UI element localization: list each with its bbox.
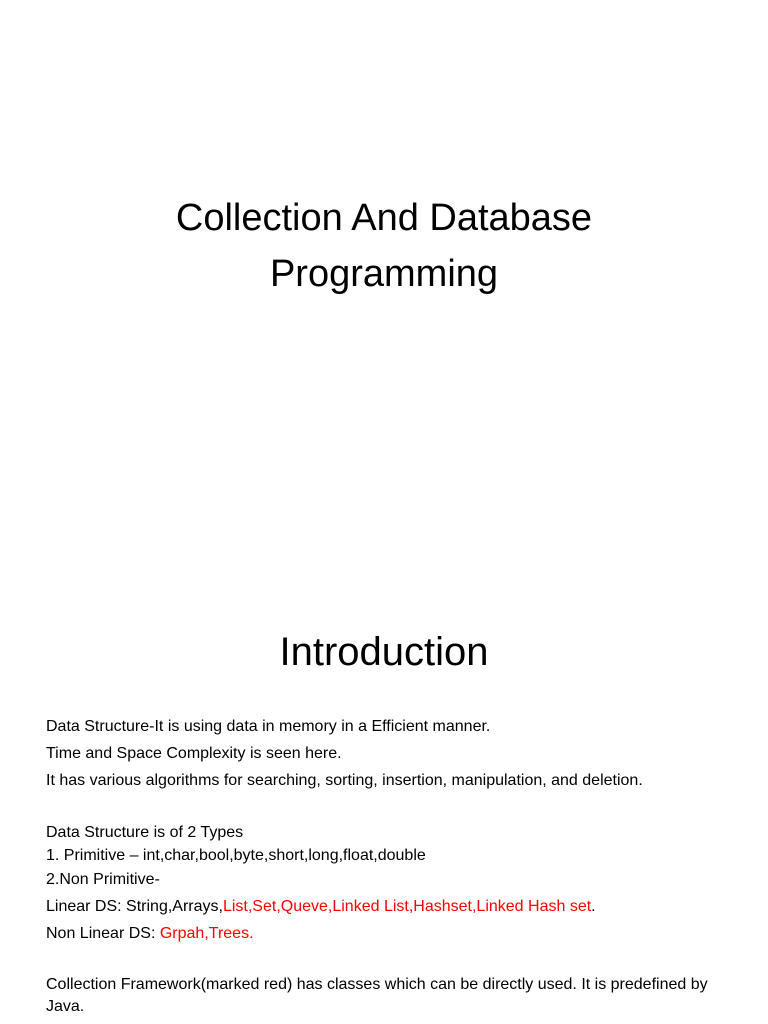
introduction-slide [0,576,768,1024]
introduction-body [46,714,736,1018]
collection-framework-note: Collection Framework(marked red) has classes which can be directly used. It is predefined by Java. [46,976,708,1016]
slide-title-line-2: Programming [269,253,499,295]
blank-line [46,794,736,821]
linear-ds-line [46,894,736,921]
non-linear-ds-collections: Grpah,Trees. [159,924,254,942]
blank-line [46,948,736,975]
definition-line: Data Structure-It is using data in memory in a Efficient manner. [46,718,491,735]
algorithms-line: It has various algorithms for searching, sorting, insertion, manipulation, and deletion. [46,771,643,789]
linear-ds-prefix: Linear DS: String,Arrays, [46,897,223,915]
linear-ds-suffix: . [591,897,596,915]
introduction-heading: Introduction [279,630,489,674]
non-linear-ds-line [46,921,736,948]
non-primitive-line: 2.Non Primitive- [46,871,160,889]
non-linear-ds-prefix: Non Linear DS: [46,924,160,942]
slide-title [0,190,768,302]
types-line: Data Structure is of 2 Types [46,824,244,842]
slide-title-line-1: Collection And Database [175,197,593,239]
primitive-line: 1. Primitive – int,char,bool,byte,short,long,float,double [46,847,426,865]
linear-ds-collections: List,Set,Queve,Linked List,Hashset,Linked Hash set [222,897,592,915]
complexity-line: Time and Space Complexity is seen here. [46,744,342,762]
